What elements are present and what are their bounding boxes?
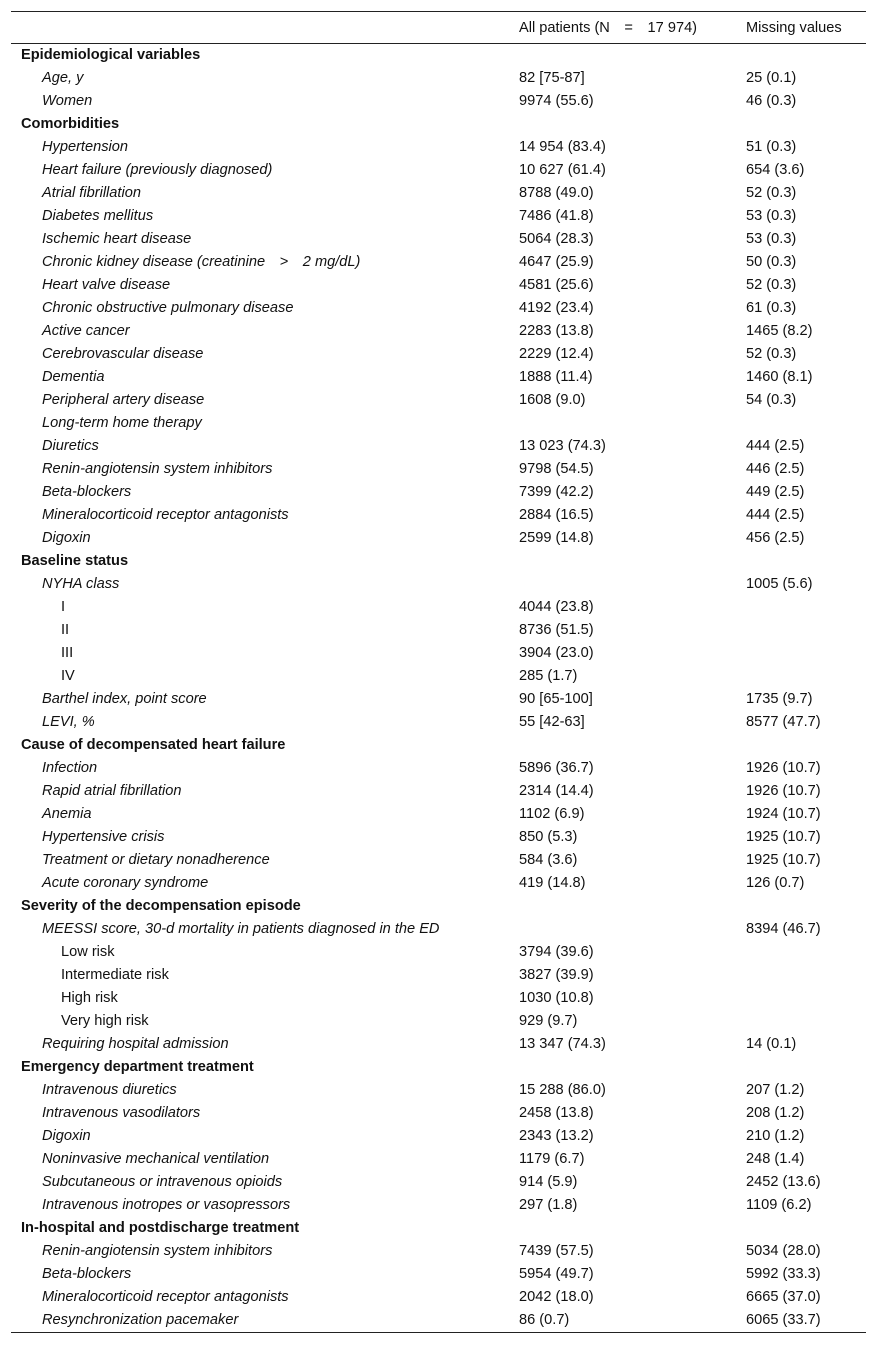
row-label: Resynchronization pacemaker	[42, 1312, 239, 1328]
missing-value: 8577 (47.7)	[746, 714, 821, 730]
row-label: Diuretics	[42, 438, 99, 454]
all-patients-value: 1030 (10.8)	[519, 990, 594, 1006]
missing-value	[746, 596, 866, 619]
section-header-row	[11, 1217, 866, 1240]
row-label: Intravenous vasodilators	[42, 1105, 201, 1121]
all-patients-value: 3794 (39.6)	[519, 944, 594, 960]
missing-value: 1925 (10.7)	[746, 852, 821, 868]
row-label: Active cancer	[42, 323, 130, 339]
all-patients-value: 90 [65-100]	[519, 691, 593, 707]
table-row	[11, 458, 866, 481]
all-patients-value: 55 [42-63]	[519, 714, 585, 730]
missing-value: 446 (2.5)	[746, 461, 805, 477]
table-row	[11, 412, 866, 435]
missing-value: 126 (0.7)	[746, 875, 805, 891]
row-label: Hypertensive crisis	[42, 829, 165, 845]
row-label: Subcutaneous or intravenous opioids	[42, 1174, 283, 1190]
row-label: Barthel index, point score	[42, 691, 207, 707]
table-row	[11, 435, 866, 458]
row-label: Digoxin	[42, 530, 91, 546]
section-header-row	[11, 734, 866, 757]
missing-value: 208 (1.2)	[746, 1105, 805, 1121]
all-patients-value: 2343 (13.2)	[519, 1128, 594, 1144]
all-patients-value: 13 023 (74.3)	[519, 438, 606, 454]
all-patients-value: 584 (3.6)	[519, 852, 578, 868]
missing-value	[746, 44, 866, 68]
missing-value	[746, 734, 866, 757]
all-patients-value: 7399 (42.2)	[519, 484, 594, 500]
header-missing-values: Missing values	[746, 19, 842, 36]
all-patients-value: 2599 (14.8)	[519, 530, 594, 546]
missing-value: 1925 (10.7)	[746, 829, 821, 845]
row-label: Beta-blockers	[42, 484, 132, 500]
table-row	[11, 573, 866, 596]
all-patients-value	[519, 918, 746, 941]
all-patients-value: 14 954 (83.4)	[519, 139, 606, 155]
all-patients-value: 15 288 (86.0)	[519, 1082, 606, 1098]
table-row	[11, 1240, 866, 1263]
table-row	[11, 1286, 866, 1309]
row-label: NYHA class	[42, 576, 120, 592]
all-patients-value: 5954 (49.7)	[519, 1266, 594, 1282]
missing-value: 444 (2.5)	[746, 438, 805, 454]
row-label: Acute coronary syndrome	[42, 875, 209, 891]
row-label: LEVI, %	[42, 714, 95, 730]
table-row	[11, 504, 866, 527]
row-label: Digoxin	[42, 1128, 91, 1144]
all-patients-value: 1179 (6.7)	[519, 1151, 585, 1167]
table-row	[11, 987, 866, 1010]
row-label: I	[61, 599, 66, 615]
missing-value	[746, 642, 866, 665]
all-patients-value	[519, 113, 746, 136]
table-row	[11, 1010, 866, 1033]
table-row	[11, 90, 866, 113]
all-patients-value: 2283 (13.8)	[519, 323, 594, 339]
header-row	[11, 12, 866, 44]
table-row	[11, 780, 866, 803]
table-header	[11, 12, 866, 44]
all-patients-value: 3904 (23.0)	[519, 645, 594, 661]
all-patients-value: 297 (1.8)	[519, 1197, 578, 1213]
row-label: Infection	[42, 760, 98, 776]
missing-value: 1109 (6.2)	[746, 1197, 812, 1213]
all-patients-value: 9974 (55.6)	[519, 93, 594, 109]
table-row	[11, 1125, 866, 1148]
table-row	[11, 1033, 866, 1056]
missing-value	[746, 895, 866, 918]
table-body	[11, 44, 866, 1333]
row-label: Renin-angiotensin system inhibitors	[42, 1243, 273, 1259]
all-patients-value: 4581 (25.6)	[519, 277, 594, 293]
table-row	[11, 205, 866, 228]
row-label: Noninvasive mechanical ventilation	[42, 1151, 270, 1167]
table-row	[11, 228, 866, 251]
all-patients-value: 82 [75-87]	[519, 70, 585, 86]
missing-value: 6665 (37.0)	[746, 1289, 821, 1305]
row-label: Emergency department treatment	[21, 1059, 254, 1075]
missing-value: 5034 (28.0)	[746, 1243, 821, 1259]
missing-value: 1465 (8.2)	[746, 323, 813, 339]
all-patients-value: 4192 (23.4)	[519, 300, 594, 316]
all-patients-value: 8736 (51.5)	[519, 622, 594, 638]
table-row	[11, 918, 866, 941]
row-label: Low risk	[61, 944, 115, 960]
row-label: Chronic kidney disease (creatinine > 2 mg/dL)	[42, 254, 361, 270]
missing-value: 456 (2.5)	[746, 530, 805, 546]
missing-value: 61 (0.3)	[746, 300, 797, 316]
missing-value: 654 (3.6)	[746, 162, 805, 178]
missing-value: 50 (0.3)	[746, 254, 797, 270]
row-label: Renin-angiotensin system inhibitors	[42, 461, 273, 477]
header-label-column	[11, 12, 519, 44]
row-label: In-hospital and postdischarge treatment	[21, 1220, 300, 1236]
table-row	[11, 1079, 866, 1102]
missing-value: 5992 (33.3)	[746, 1266, 821, 1282]
all-patients-value	[519, 573, 746, 596]
all-patients-value: 86 (0.7)	[519, 1312, 570, 1328]
table-row	[11, 343, 866, 366]
missing-value	[746, 1010, 866, 1033]
row-label: Heart valve disease	[42, 277, 171, 293]
missing-value: 46 (0.3)	[746, 93, 797, 109]
row-label: Beta-blockers	[42, 1266, 132, 1282]
all-patients-value: 850 (5.3)	[519, 829, 578, 845]
row-label: Mineralocorticoid receptor antagonists	[42, 1289, 289, 1305]
table-row	[11, 136, 866, 159]
missing-value: 1005 (5.6)	[746, 576, 813, 592]
missing-value: 52 (0.3)	[746, 346, 797, 362]
table-row	[11, 1171, 866, 1194]
row-label: Women	[42, 93, 93, 109]
missing-value: 1926 (10.7)	[746, 783, 821, 799]
missing-value: 14 (0.1)	[746, 1036, 797, 1052]
missing-value: 52 (0.3)	[746, 277, 797, 293]
missing-value: 248 (1.4)	[746, 1151, 805, 1167]
missing-value	[746, 619, 866, 642]
missing-value	[746, 987, 866, 1010]
row-label: Ischemic heart disease	[42, 231, 192, 247]
row-label: Chronic obstructive pulmonary disease	[42, 300, 294, 316]
missing-value	[746, 665, 866, 688]
row-label: Requiring hospital admission	[42, 1036, 229, 1052]
missing-value: 444 (2.5)	[746, 507, 805, 523]
missing-value: 2452 (13.6)	[746, 1174, 821, 1190]
row-label: Cerebrovascular disease	[42, 346, 204, 362]
table-row	[11, 159, 866, 182]
table-row	[11, 366, 866, 389]
row-label: Treatment or dietary nonadherence	[42, 852, 270, 868]
table-row	[11, 941, 866, 964]
all-patients-value: 3827 (39.9)	[519, 967, 594, 983]
row-label: Long-term home therapy	[42, 415, 202, 431]
row-label: Comorbidities	[21, 116, 120, 132]
section-header-row	[11, 1056, 866, 1079]
row-label: Baseline status	[21, 553, 129, 569]
row-label: Mineralocorticoid receptor antagonists	[42, 507, 289, 523]
all-patients-value: 929 (9.7)	[519, 1013, 578, 1029]
table-row	[11, 182, 866, 205]
row-label: III	[61, 645, 74, 661]
all-patients-value: 2458 (13.8)	[519, 1105, 594, 1121]
table-row	[11, 1194, 866, 1217]
table-row	[11, 1263, 866, 1286]
missing-value: 6065 (33.7)	[746, 1312, 821, 1328]
missing-value: 53 (0.3)	[746, 208, 797, 224]
table-row	[11, 849, 866, 872]
row-label: Dementia	[42, 369, 105, 385]
table-row	[11, 67, 866, 90]
table-row	[11, 1102, 866, 1125]
section-header-row	[11, 895, 866, 918]
all-patients-value: 1608 (9.0)	[519, 392, 586, 408]
all-patients-value	[519, 734, 746, 757]
table-row	[11, 964, 866, 987]
table-row	[11, 527, 866, 550]
missing-value: 1924 (10.7)	[746, 806, 821, 822]
missing-value: 207 (1.2)	[746, 1082, 805, 1098]
row-label: II	[61, 622, 70, 638]
table-row	[11, 297, 866, 320]
missing-value	[746, 941, 866, 964]
all-patients-value	[519, 44, 746, 68]
table-row	[11, 1148, 866, 1171]
all-patients-value	[519, 895, 746, 918]
all-patients-value: 1888 (11.4)	[519, 369, 593, 385]
all-patients-value	[519, 550, 746, 573]
all-patients-value: 5064 (28.3)	[519, 231, 594, 247]
table-row	[11, 1309, 866, 1333]
row-label: Epidemiological variables	[21, 47, 201, 63]
missing-value: 25 (0.1)	[746, 70, 797, 86]
all-patients-value: 419 (14.8)	[519, 875, 586, 891]
row-label: Very high risk	[61, 1013, 149, 1029]
table-row	[11, 688, 866, 711]
patient-characteristics-table	[11, 11, 866, 1333]
table-row	[11, 389, 866, 412]
all-patients-value	[519, 1217, 746, 1240]
missing-value: 52 (0.3)	[746, 185, 797, 201]
row-label: Intravenous inotropes or vasopressors	[42, 1197, 291, 1213]
row-label: Peripheral artery disease	[42, 392, 205, 408]
row-label: Intravenous diuretics	[42, 1082, 177, 1098]
missing-value: 1926 (10.7)	[746, 760, 821, 776]
missing-value: 210 (1.2)	[746, 1128, 805, 1144]
all-patients-value: 4044 (23.8)	[519, 599, 594, 615]
all-patients-value: 1102 (6.9)	[519, 806, 585, 822]
header-all-patients: All patients (N = 17 974)	[519, 19, 698, 36]
section-header-row	[11, 550, 866, 573]
all-patients-value	[519, 1056, 746, 1079]
row-label: Diabetes mellitus	[42, 208, 154, 224]
all-patients-value: 5896 (36.7)	[519, 760, 594, 776]
table-row	[11, 757, 866, 780]
table-row	[11, 711, 866, 734]
row-label: Severity of the decompensation episode	[21, 898, 301, 914]
all-patients-value: 8788 (49.0)	[519, 185, 594, 201]
missing-value	[746, 412, 866, 435]
table-row	[11, 481, 866, 504]
row-label: MEESSI score, 30-d mortality in patients diagnosed in the ED	[42, 921, 440, 937]
row-label: Rapid atrial fibrillation	[42, 783, 182, 799]
all-patients-value: 2884 (16.5)	[519, 507, 594, 523]
table-row	[11, 251, 866, 274]
all-patients-value: 2314 (14.4)	[519, 783, 594, 799]
missing-value	[746, 1056, 866, 1079]
table-row	[11, 665, 866, 688]
all-patients-value: 9798 (54.5)	[519, 461, 594, 477]
table-row	[11, 320, 866, 343]
all-patients-value: 7439 (57.5)	[519, 1243, 594, 1259]
all-patients-value: 2042 (18.0)	[519, 1289, 594, 1305]
missing-value: 449 (2.5)	[746, 484, 805, 500]
row-label: IV	[61, 668, 75, 684]
table-row	[11, 274, 866, 297]
missing-value	[746, 1217, 866, 1240]
table-row	[11, 596, 866, 619]
table-container	[11, 11, 866, 1333]
all-patients-value: 2229 (12.4)	[519, 346, 594, 362]
all-patients-value	[519, 412, 746, 435]
all-patients-value: 10 627 (61.4)	[519, 162, 606, 178]
missing-value: 8394 (46.7)	[746, 921, 821, 937]
row-label: High risk	[61, 990, 118, 1006]
section-header-row	[11, 113, 866, 136]
row-label: Intermediate risk	[61, 967, 169, 983]
all-patients-value: 7486 (41.8)	[519, 208, 594, 224]
missing-value: 51 (0.3)	[746, 139, 797, 155]
missing-value	[746, 113, 866, 136]
table-row	[11, 803, 866, 826]
missing-value: 53 (0.3)	[746, 231, 797, 247]
table-row	[11, 826, 866, 849]
all-patients-value: 4647 (25.9)	[519, 254, 594, 270]
missing-value: 1735 (9.7)	[746, 691, 813, 707]
row-label: Age, y	[42, 70, 84, 86]
table-row	[11, 642, 866, 665]
missing-value: 1460 (8.1)	[746, 369, 813, 385]
all-patients-value: 285 (1.7)	[519, 668, 578, 684]
section-header-row	[11, 44, 866, 68]
table-row	[11, 619, 866, 642]
all-patients-value: 914 (5.9)	[519, 1174, 578, 1190]
row-label: Hypertension	[42, 139, 128, 155]
row-label: Heart failure (previously diagnosed)	[42, 162, 273, 178]
missing-value: 54 (0.3)	[746, 392, 797, 408]
row-label: Atrial fibrillation	[42, 185, 141, 201]
row-label: Anemia	[42, 806, 92, 822]
missing-value	[746, 550, 866, 573]
table-row	[11, 872, 866, 895]
missing-value	[746, 964, 866, 987]
row-label: Cause of decompensated heart failure	[21, 737, 286, 753]
all-patients-value: 13 347 (74.3)	[519, 1036, 606, 1052]
